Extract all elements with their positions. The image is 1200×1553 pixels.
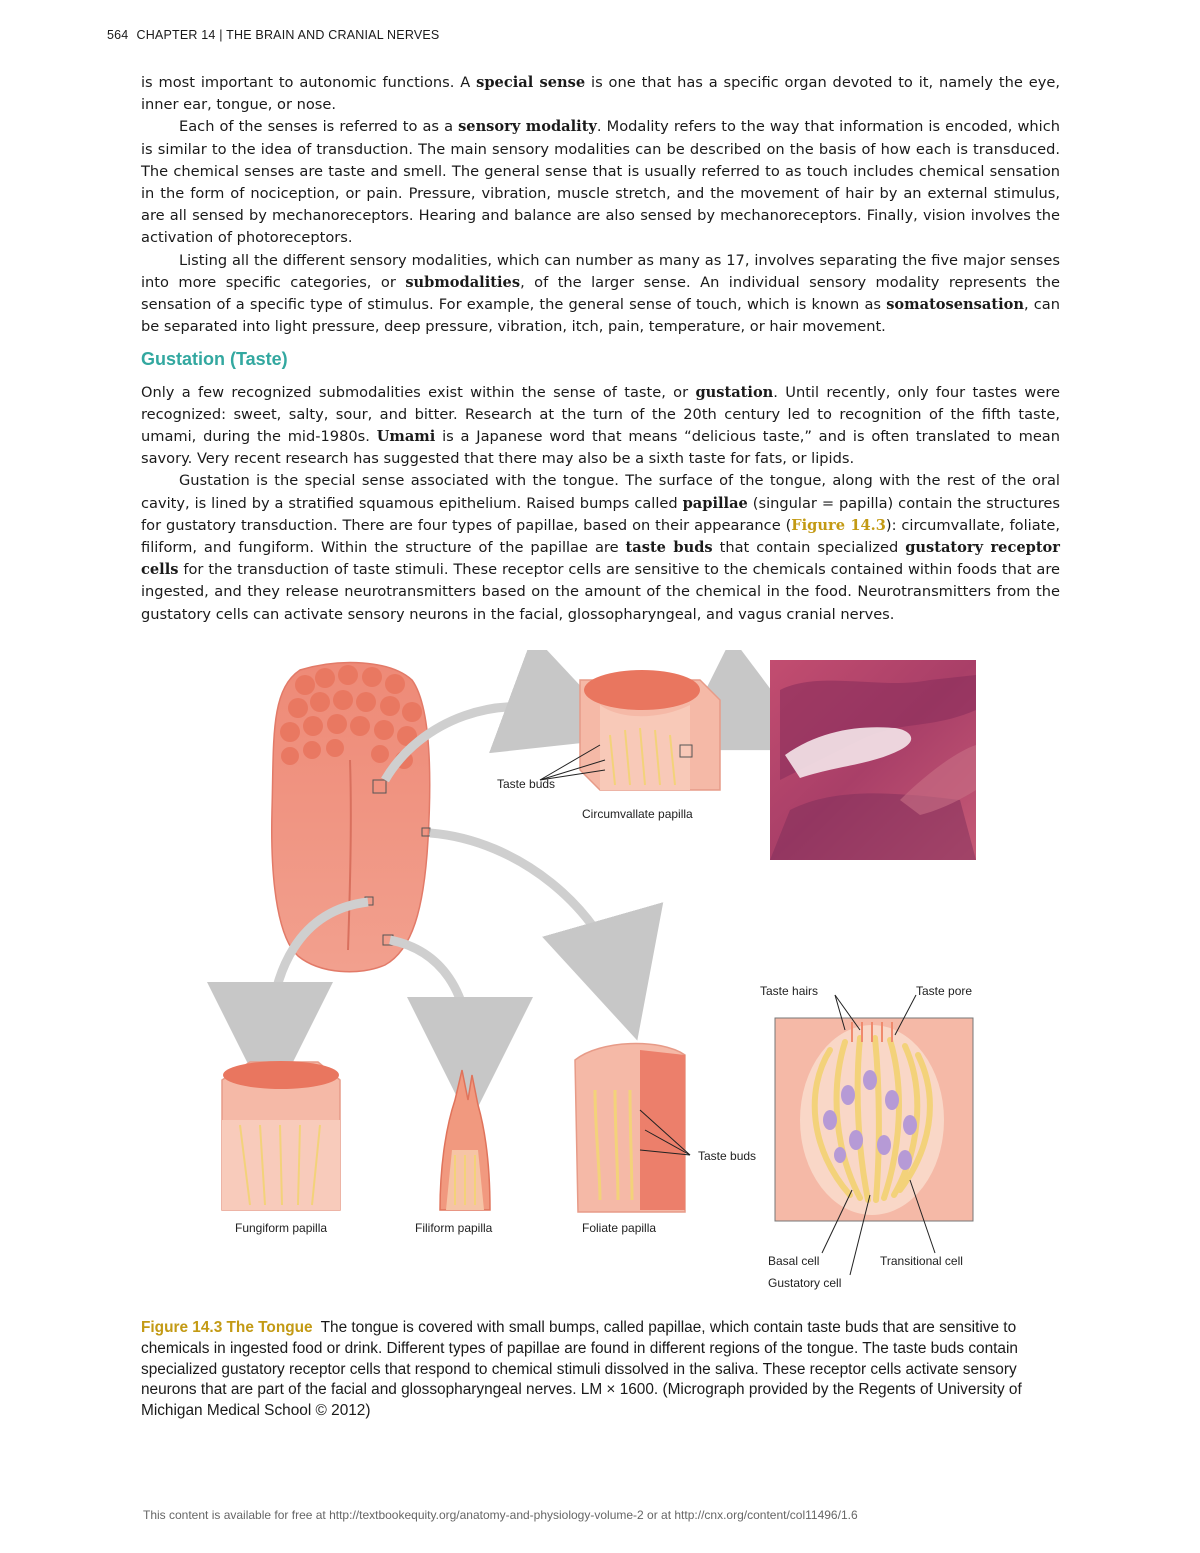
- figure-14-3: [0, 650, 1200, 1310]
- label-basal-cell: Basal cell: [768, 1254, 820, 1268]
- page-number: 564: [107, 28, 129, 42]
- term-gustatory-receptor-cells: gustatory receptor cells: [141, 539, 1060, 579]
- label-filiform: Filiform papilla: [415, 1221, 493, 1235]
- text-run: Each of the senses is referred to as a: [179, 118, 459, 136]
- text-run: (singular = papilla) contain the structures for gustatory transduction. There are four types of papillae, based on their appearance (: [141, 494, 1060, 534]
- paragraph-3: [141, 250, 1060, 339]
- text-run: , can be separated into light pressure, deep pressure, vibration, itch, pain, temperature, or hair movement.: [141, 296, 1060, 336]
- figure-caption: [141, 1318, 1060, 1422]
- label-taste-pore: Taste pore: [916, 984, 973, 998]
- term-sensory-modality: sensory modality: [458, 118, 597, 136]
- paragraph-5: [141, 470, 1060, 625]
- text-run: . Until recently, only four tastes were recognized: sweet, salty, sour, and bitter. Research at the turn of the 20th century led to recognition of the fifth taste, umami, during the mid-1980s.: [141, 383, 1060, 446]
- label-fungiform: Fungiform papilla: [235, 1221, 328, 1235]
- term-submodalities: submodalities: [405, 273, 521, 291]
- label-taste-buds-foliate: Taste buds: [698, 1149, 757, 1163]
- text-run: for the transduction of taste stimuli. These receptor cells are sensitive to the chemicals contained within foods that are ingested, and they release neurotransmitters based on the amount of the chemical in the food. Neurotransmitters from the gustatory cells can activate sensory neurons in the facial, glossopharyngeal, and vagus cranial nerves.: [141, 561, 1060, 623]
- paragraph-2: [141, 116, 1060, 249]
- term-papillae: papillae: [682, 494, 748, 512]
- running-head: [107, 28, 439, 42]
- text-run: is a Japanese word that means “delicious taste,” and is often translated to mean savory. Very recent research has suggested that there may also be a sixth taste for fats, or lipids.: [141, 428, 1061, 468]
- text-run: . Modality refers to the way that information is encoded, which is similar to the idea of transduction. The main sensory modalities can be described on the basis of how each is transduced. The chemical senses are taste and smell. The general sense that is usually referred to as touch includes chemical sensation in the form of nociception, or pain. Pressure, vibration, muscle stretch, and the movement of hair by an external stimulus, are all sensed by mechanoreceptors. Hearing and balance are also sensed by mechanoreceptors. Finally, vision involves the activation of photoreceptors.: [141, 118, 1060, 247]
- section-heading: Gustation (Taste): [141, 349, 288, 370]
- micrograph: [770, 660, 976, 860]
- label-foliate: Foliate papilla: [582, 1221, 657, 1235]
- label-transitional-cell: Transitional cell: [880, 1254, 963, 1268]
- paragraph-1: [141, 72, 1060, 116]
- text-run: , of the larger sense. An individual sensory modality represents the sensation of a specific type of stimulus. For example, the general sense of touch, which is known as: [141, 273, 1060, 314]
- caption-text: The tongue is covered with small bumps, called papillae, which contain taste buds that are sensitive to chemicals in ingested food or drink. Different types of papillae are found in different regions of the tongue. The taste buds contain specialized gustatory receptor cells that respond to chemical stimuli dissolved in the saliva. These receptor cells activate sensory neurons that are part of the facial and glossopharyngeal nerves. LM × 1600. (Micrograph provided by the Regents of University of Michigan Medical School © 2012): [141, 1319, 1022, 1420]
- text-run: Gustation is the special sense associated with the tongue. The surface of the tongue, along with the rest of the oral cavity, is lined by a stratified squamous epithelium. Raised bumps called: [141, 472, 1060, 512]
- tongue: [272, 663, 430, 972]
- term-umami: Umami: [376, 428, 436, 446]
- label-taste-buds-top: Taste buds: [497, 777, 556, 791]
- caption-title: Figure 14.3 The Tongue: [141, 1319, 313, 1336]
- text-run: that contain specialized: [712, 539, 906, 557]
- body-text: [141, 72, 1060, 626]
- paragraph-4: [141, 382, 1060, 471]
- label-taste-hairs: Taste hairs: [760, 984, 819, 998]
- text-run: ): circumvallate, foliate, filiform, and fungiform. Within the structure of the papillae are: [141, 516, 1060, 557]
- foliate-papilla: [575, 1044, 685, 1212]
- filiform-papilla: [440, 1070, 490, 1210]
- taste-bud-detail: [775, 1018, 973, 1221]
- circumvallate-papilla-block: [580, 670, 720, 790]
- fungiform-papilla: [222, 1061, 340, 1210]
- footer-note: This content is available for free at http://textbookequity.org/anatomy-and-physiology-volume-2 or at http://cnx.org/content/col11496/1.6: [143, 1508, 858, 1522]
- text-run: is one that has a specific organ devoted to it, namely the eye, inner ear, tongue, or nose.: [141, 74, 1060, 114]
- term-taste-buds: taste buds: [625, 539, 713, 557]
- figure-reference-link[interactable]: Figure 14.3: [791, 516, 886, 534]
- text-run: Only a few recognized submodalities exist within the sense of taste, or: [141, 383, 696, 401]
- tongue-illustration: [0, 650, 1200, 1310]
- label-gustatory-cell: Gustatory cell: [768, 1276, 842, 1290]
- term-gustation: gustation: [695, 383, 774, 401]
- term-special-sense: special sense: [476, 74, 586, 91]
- text-run: Listing all the different sensory modalities, which can number as many as 17, involves separating the five major senses into more specific categories, or: [141, 251, 1060, 291]
- text-run: is most important to autonomic functions. A: [141, 74, 477, 91]
- label-circumvallate: Circumvallate papilla: [582, 807, 693, 821]
- term-somatosensation: somatosensation: [886, 296, 1024, 314]
- chapter-title: CHAPTER 14 | THE BRAIN AND CRANIAL NERVES: [136, 28, 440, 42]
